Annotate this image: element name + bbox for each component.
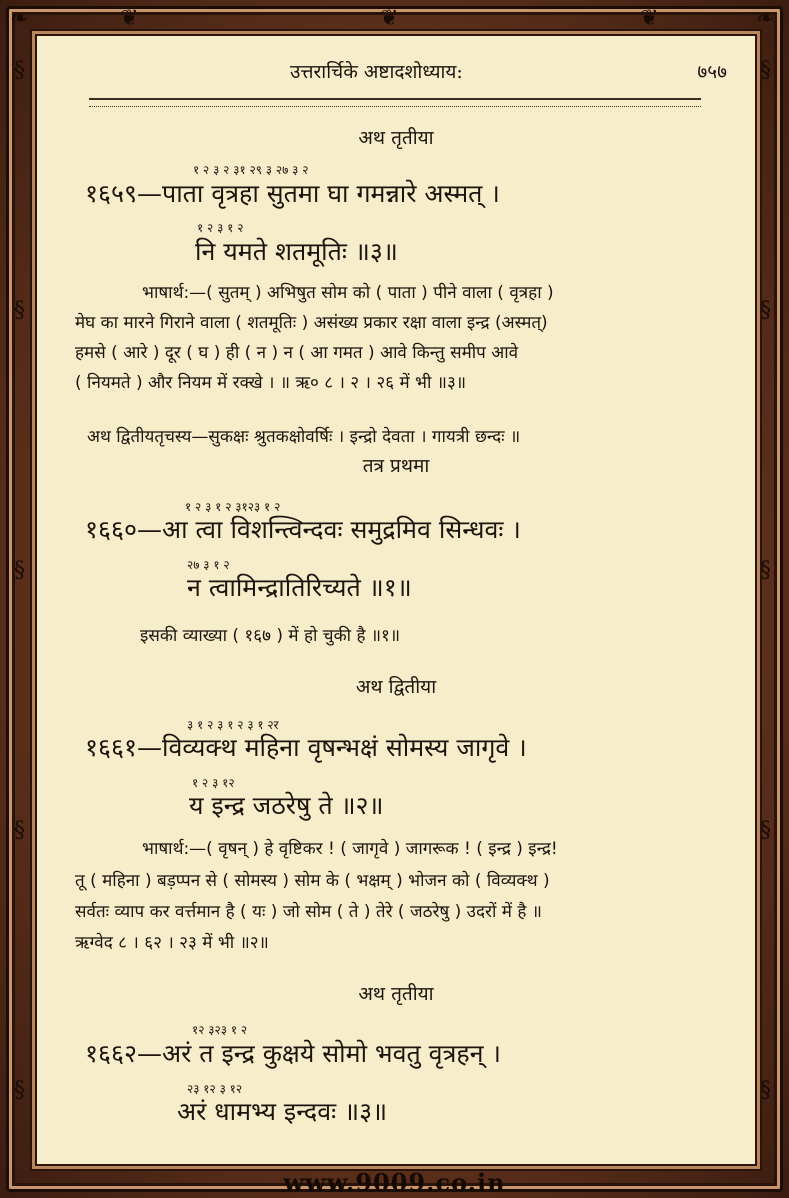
accent-marks: ३ १ २ ३ १ २ ३ १ २र — [187, 718, 279, 732]
scroll-ornament-icon: § — [14, 298, 25, 323]
section-heading: तत्र प्रथमा — [362, 455, 430, 477]
scroll-ornament-icon: § — [760, 1078, 771, 1103]
accent-marks: १ २ ३ १२ — [192, 776, 235, 790]
translation-line: मेघ का मारने गिराने वाला ( शतमूतिः ) असंख्य प्रकार रक्षा वाला इन्द्र (अस्मत्) — [75, 313, 548, 333]
section-heading: अथ तृतीया — [358, 983, 434, 1005]
corner-ornament-icon: ❧ — [10, 6, 29, 31]
translation-line: तू ( महिना ) बड़प्पन से ( सोमस्य ) सोम के ( भक्षम् ) भोजन को ( विव्यक्थ ) — [75, 871, 550, 891]
accent-marks: १ २ ३ १ २ — [197, 221, 244, 235]
accent-marks: १२ ३२३ १ २ — [192, 1023, 248, 1037]
scroll-ornament-icon: § — [760, 298, 771, 323]
section-heading: अथ द्वितीया — [355, 676, 437, 698]
verse-line: १६५९—पाता वृत्रहा सुतमा घा गमन्नारे अस्मत् । — [85, 179, 500, 208]
verse-line: नि यमते शतमूतिः ॥३॥ — [195, 237, 398, 266]
scroll-ornament-icon: § — [14, 558, 25, 583]
scroll-ornament-icon: ❦ — [640, 6, 659, 31]
page-header — [37, 58, 755, 88]
translation-line: हमसे ( आरे ) दूर ( घ ) ही ( न ) न ( आ गमत ) आवे किन्तु समीप आवे — [75, 343, 519, 363]
translation-line: भाषार्थ:—( सुतम् ) अभिषुत सोम को ( पाता ) पीने वाला ( वृत्रहा ) — [142, 283, 554, 303]
scroll-ornament-icon: ❦ — [120, 6, 139, 31]
verse-line: अरं धामभ्य इन्दवः ॥३॥ — [177, 1097, 388, 1126]
verse-line: न त्वामिन्द्रातिरिच्यते ॥१॥ — [187, 573, 412, 602]
translation-line: ( नियमते ) और नियम में रक्खे । ॥ ऋ० ८ । २ । २६ में भी ॥३॥ — [75, 373, 467, 393]
verse-line: १६६१—विव्यक्थ महिना वृषन्भक्षं सोमस्य जागृवे । — [85, 733, 527, 762]
verse-line: १६६०—आ त्वा विशन्त्विन्दवः समुद्रमिव सिन्धवः । — [85, 515, 521, 544]
accent-marks: २७ ३ १ २ — [187, 558, 230, 572]
translation-line: ऋग्वेद ८ । ६२ । २३ में भी ॥२॥ — [75, 933, 269, 953]
book-page — [35, 34, 757, 1166]
corner-ornament-icon: ❧ — [756, 6, 775, 31]
scroll-ornament-icon: ❦ — [380, 6, 399, 31]
translation-line: सर्वतः व्याप कर वर्त्तमान है ( यः ) जो सोम ( ते ) तेरे ( जठरेषु ) उदरों में है ॥ — [75, 902, 542, 922]
section-heading: अथ तृतीया — [358, 127, 434, 149]
cross-reference-note: इसकी व्याख्या ( १६७ ) में हो चुकी है ॥१॥ — [140, 626, 401, 646]
translation-line: भाषार्थ:—( वृषन् ) हे वृष्टिकर ! ( जागृवे ) जागरूक ! ( इन्द्र ) इन्द्र! — [142, 839, 558, 859]
trichasya-line: अथ द्वितीयतृचस्य—सुकक्षः श्रुतकक्षोवर्षिः । इन्द्रो देवता । गायत्री छन्दः ॥ — [87, 427, 521, 447]
scroll-ornament-icon: § — [760, 58, 771, 83]
accent-marks: २३ १२ ३ १२ — [187, 1082, 243, 1096]
scroll-ornament-icon: § — [14, 1078, 25, 1103]
scroll-ornament-icon: § — [14, 818, 25, 843]
scroll-ornament-icon: § — [760, 558, 771, 583]
accent-marks: १ २ ३ १ २ ३१२३ १ २ — [185, 500, 281, 514]
verse-line: १६६२—अरं त इन्द्र कुक्षये सोमो भवतु वृत्रहन् । — [85, 1039, 501, 1068]
scroll-ornament-icon: § — [760, 818, 771, 843]
accent-marks: १ २ ३ २ ३१ २९ ३ २७ ३ २ — [193, 163, 309, 177]
header-divider — [89, 98, 701, 107]
chapter-title: उत्तरार्चिके अष्टादशोध्याय: — [290, 61, 463, 83]
website-footer: www.9009.co.in — [283, 1168, 506, 1197]
page-number: ७५७ — [697, 61, 727, 83]
verse-line: य इन्द्र जठरेषु ते ॥२॥ — [189, 791, 384, 820]
scroll-ornament-icon: § — [14, 58, 25, 83]
